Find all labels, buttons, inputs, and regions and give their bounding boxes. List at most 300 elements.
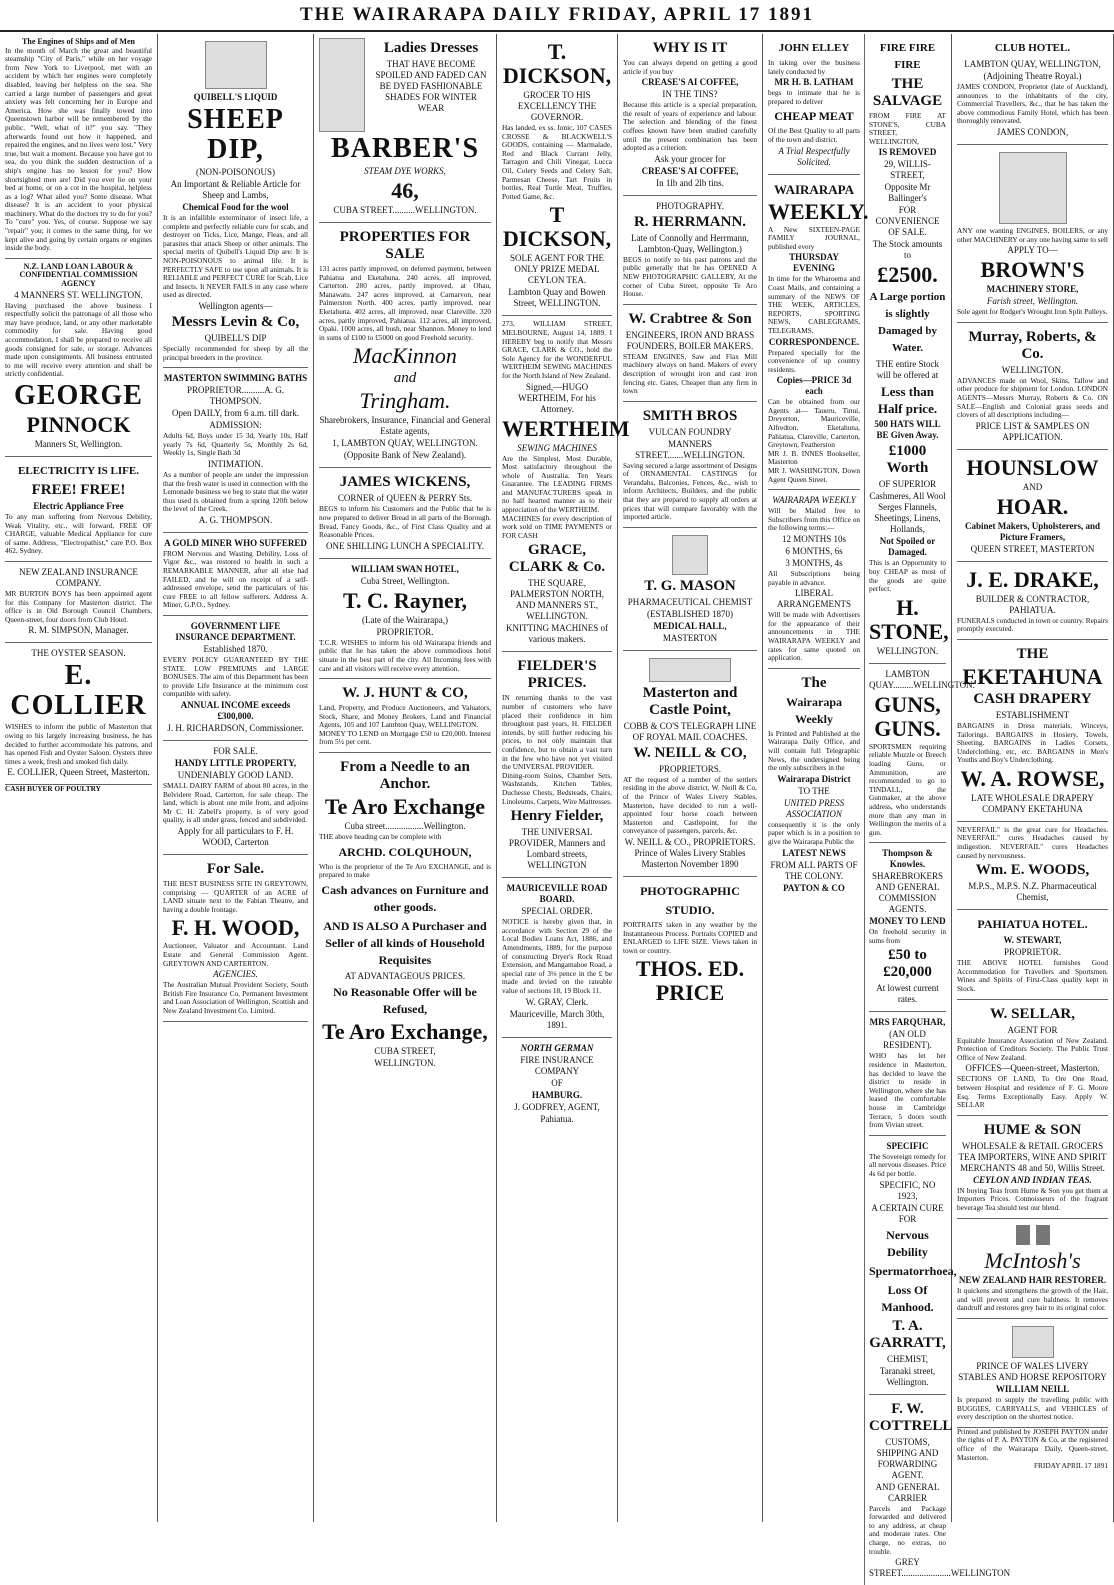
intimation: INTIMATION. <box>207 458 264 469</box>
the-word: The <box>801 674 827 691</box>
barbers-ad <box>319 34 491 223</box>
col7-footer: FRIDAY APRIL 17 1891 <box>1034 1461 1108 1471</box>
dairy-ad <box>163 741 308 855</box>
lend-rates: At lowest current rates. <box>876 983 939 1005</box>
large-portion: A Large portion is slightly Damaged by Water. <box>869 291 946 355</box>
latham-body: begs to intimate that he is prepared to deliver <box>768 88 860 106</box>
agencies-body: The Australian Mutual Provident Society, South British Fire Insurance Co, Permanent Investment and Loan Association of Wellington, Scottish and New Zealand Investment Co. Limited. <box>163 980 308 1015</box>
farish: Farish street, Wellington. <box>986 296 1079 307</box>
wertheim-ad <box>502 316 630 652</box>
ww-ad <box>768 669 860 900</box>
grace-addr: THE SQUARE, PALMERSTON NORTH, AND MANNERS ST., WELLINGTON. <box>510 578 604 622</box>
months-6: 6 MONTHS, 6s <box>785 546 843 556</box>
why-body: You can always depend on getting a good article if you buy <box>623 58 757 76</box>
hamburg: HAMBURG. <box>531 1089 583 1100</box>
rowse-name: W. A. ROWSE, <box>960 765 1105 791</box>
baths-ad <box>163 368 308 533</box>
upa-body: consequently it is the only paper which is in a position to give the Wairarapa Public the <box>768 819 860 846</box>
sellar-addr: OFFICES—Queen-street, Masterton. <box>965 1063 1100 1074</box>
trial-line: A Trial Respectfully Solicited. <box>778 145 850 167</box>
months-3: 3 MONTHS, 4s <box>785 558 843 568</box>
thompson-ad <box>869 843 946 1012</box>
machines-line: MACHINES for every description of work sold on TIME PAYMENTS or FOR CASH <box>502 513 612 540</box>
nervous: Nervous Debility <box>886 1227 929 1259</box>
archd-body: Who is the proprietor of the Te Aro EXCHANGE, and is prepared to make <box>319 861 491 880</box>
garratt-name: T. A. GARRATT, <box>869 1317 946 1351</box>
horse-illustration <box>1012 1326 1054 1358</box>
for-sale2: For Sale. <box>206 860 265 877</box>
sections: SECTIONS OF LAND, To Ore One Road, between Hospital and residence of F. G. Moore Esq. Terms Exceptionally Easy. Apply W. SELLAR <box>957 1074 1108 1110</box>
specific-ad <box>869 1136 957 1395</box>
mcintosh-ad <box>957 1219 1108 1319</box>
hume-body: IN buying Teas from Hume & Son you get them at Importers Prices. Connoisseurs of the fragrant beverage Tea should test our blend. <box>957 1185 1108 1212</box>
te-aro-ad <box>319 753 491 1075</box>
specific-body: The Sovereign remedy for all nervous diseases. Price 4s 6d per bottle. <box>869 1151 946 1178</box>
sewing-body: Are the Simplest, Most Durable, Most satisfactory throughout the whole of Australia. Ten Years Guarantee. The LEADING FIRMS and MANUFACTURERS speak in no half hearted manner as to their appreciation of the WERTHEIM. <box>502 453 612 515</box>
and-word: and <box>393 370 417 387</box>
photo-label: PHOTOGRAPHY. <box>656 200 724 211</box>
wertheim-body: 273, WILLIAM STREET, MELBOURNE, August 14, 1889. I HEREBY beg to notify that Messrs GRACE, CLARK & CO., hold the Sole Agency for the WONDERFUL WERTHEIM SEWING MACHINES for the North Island of New Zealand. <box>502 319 612 380</box>
nz-title: N.Z. LAND LOAN LABOUR & CONFIDENTIAL COMMISSION AGENCY <box>19 261 138 289</box>
bottle-icon <box>1036 1225 1050 1245</box>
colony: FROM ALL PARTS OF THE COLONY. <box>770 859 858 881</box>
stone-addr: WELLINGTON. <box>876 645 939 656</box>
elec-body: To any man suffering from Nervous Debility, Weak Vitality, etc., will forward, FREE OF CHARGE, valuable Medical Appliance for cure of same. Address, "Electropathist," care P.O. Box 462, Sydney. <box>5 511 152 556</box>
te-aro2: Te Aro Exchange, <box>322 1018 488 1044</box>
wood-ad <box>163 855 308 1022</box>
dip-body: It is an infallible exterminator of insect life, a complete and perfectly reliable cure for scab, and destroyer on Ticks, Lice, Mange, Fleas, and all parasites that attack Sheep or other animals. The special merits of Quibell's Liquid Dip are: It is NON-POISONOUS to animal life. It is PERFECTLY SAFE to use upon all animals. It is RELIABLE and PERFECT CURE for Scab, Lice and Insects. It NEVER FAILS in any case where used as directed. <box>163 213 308 300</box>
wertheim-sign: Signed,—HUGO WERTHEIM, For his Attorney. <box>518 381 596 414</box>
pahiatua-hotel-ad <box>957 910 1108 999</box>
upa: UNITED PRESS ASSOCIATION <box>783 797 845 819</box>
latest: LATEST NEWS <box>782 847 846 858</box>
gold-title: A GOLD MINER WHO SUFFERED <box>164 537 307 548</box>
fielder-body: IN returning thanks to the vast number of customers who have placed their confidence in him throughout past years, H. FIELDER intends, by still further reducing his prices, to not only maintain that confidence, but to obtain a vast turn in the few who have not yet visited the UNIVERSAL PROVIDER. <box>502 693 612 772</box>
drake-sub: BUILDER & CONTRACTOR, PAHIATUA. <box>975 593 1090 615</box>
swan-addr: Cuba Street, Wellington. <box>360 575 450 586</box>
half-price: Less than Half price. <box>877 384 938 417</box>
club-sub: (Adjoining Theatre Royal.) <box>983 71 1082 81</box>
one-shilling: ONE SHILLING LUNCH A SPECIALITY. <box>325 540 485 551</box>
salvage-body: FROM FIRE AT STONE'S, CUBA STREET, WELLINGTON, <box>869 111 946 146</box>
wertheim-title: WERTHEIM <box>502 415 630 441</box>
lend-amount: £50 to £20,000 <box>883 947 932 981</box>
mack-addr2: (Opposite Bank of New Zealand). <box>343 450 467 461</box>
hume-sub: WHOLESALE & RETAIL GROCERS TEA IMPORTERS, WINE AND SPIRIT MERCHANTS 48 and 50, Willis Street. <box>958 1140 1107 1173</box>
important-line: An Important & Reliable Article for Sheep and Lambs, <box>170 179 301 200</box>
salvage-ad <box>869 34 949 664</box>
sub-body: Will be Mailed free to Subscribers from this Office on the following terms:— <box>768 506 860 533</box>
coach-illustration <box>649 658 731 682</box>
chemist: CHEMIST, <box>886 1353 929 1364</box>
george-name: GEORGE <box>14 379 143 411</box>
spermatorrhoea: Spermatorrhoea, <box>869 1263 957 1278</box>
thos-price: THOS. ED. PRICE <box>635 956 745 1006</box>
mack-sub: Sharebrokers, Insurance, Financial and General Estate agents, <box>319 415 491 437</box>
pahiatua: Pahiatua. <box>540 1113 574 1124</box>
crease-title: CREASE'S AI COFFEE, <box>641 77 739 88</box>
herrmann-name: R. HERRMANN. <box>633 213 747 230</box>
mauriceville-title: MAURICEVILLE ROAD BOARD. <box>506 883 608 905</box>
levin-body: Specially recommended for sheep by all the principal breeders in the province. <box>163 343 308 362</box>
insurance-title: NEW ZEALAND INSURANCE COMPANY. <box>19 566 138 588</box>
baths-title: MASTERTON SWIMMING BATHS <box>163 373 308 384</box>
subscription-ad <box>768 490 860 669</box>
prince: PRINCE OF WALES LIVERY STABLES AND HORSE REPOSITORY <box>958 1360 1107 1382</box>
dickson2: T DICKSON, <box>502 202 612 252</box>
baths-open: Open DAILY, from 6 a.m. till dark. <box>172 408 299 419</box>
worth: £1000 Worth <box>886 443 929 477</box>
gray-date: Mauriceville, March 30th, 1891. <box>509 1008 605 1030</box>
money-line: MONEY TO LEND on Mortgage £50 to £20,000. Interest from 5½ per cent. <box>319 728 491 747</box>
hoar-sub: Cabinet Makers, Upholsterers, and Picture Framers, <box>964 520 1101 542</box>
collier-body: WISHES to inform the public of Masterton that owing to his largely increasing business, he has decided to further accommodate his patrons, and has opened Fish and Oyster Saloon. Oysters three times a week, fresh and smoked fish daily. <box>5 722 152 766</box>
livery-ad <box>957 1319 1108 1428</box>
properties-title: PROPERTIES FOR SALE <box>339 229 471 262</box>
barbers-title: BARBER'S <box>330 133 480 164</box>
latham-name: MR H. B. LATHAM <box>774 77 854 88</box>
stewart-sub: PROPRIETOR. <box>1003 947 1062 958</box>
intimation-sign: A. G. THOMPSON. <box>198 514 273 525</box>
opposite: Opposite Mr Ballinger's <box>884 182 931 204</box>
ww-district: Wairarapa District <box>777 773 851 784</box>
quibell-dip: QUIBELL'S DIP <box>204 332 267 343</box>
hunt-body: Land, Property, and Produce Auctioneers, and Valuators, Stock, Share, and Money Brokers, Land and Financial Agents, 105 and 107 Lambton Quay, WELLINGTON. <box>319 703 491 730</box>
club-addr: LAMBTON QUAY, WELLINGTON, <box>964 59 1101 69</box>
payton: PAYTON & CO <box>783 882 845 893</box>
proprietor: PROPRIETOR. <box>376 626 434 637</box>
specific-title: SPECIFIC <box>886 1140 929 1151</box>
special-order: SPECIAL ORDER. <box>521 906 593 917</box>
collier-name: E. COLLIER <box>10 660 147 722</box>
advance: All Subscriptions being payable in advance. <box>768 569 860 587</box>
hair-restorer: NEW ZEALAND HAIR RESTORER. <box>958 1275 1107 1286</box>
guns-addr: LAMBTON QUAY.........WELLINGTON. <box>869 668 975 690</box>
mauriceville-ad <box>502 878 612 1037</box>
dickson-ad <box>502 34 612 316</box>
sheep-dip-ad <box>163 34 308 368</box>
crabtree-name: W. Crabtree & Son <box>628 310 752 327</box>
elley-body: In taking over the business lately conducted by <box>768 58 860 76</box>
gold-body: FROM Nervous and Wasting Debility, Loss of Vigor &c., was restored to health in such a REMARKABLE MANNER, after all else had FAILED, and he will on receipt of a self-addressed envelope, send the particulars of his cure FREE to all fellow sufferers. Address A. Miner, G.P.O., Sydney. <box>163 548 308 610</box>
photo-body: PORTRAITS taken in any weather by the Instantaneous Process. Portraits COPIED and ENLARGED to LIFE SIZE. Views taken in town or country. <box>623 920 757 955</box>
intimation-body: As a number of people are under the impression that the fresh water is used in connection with the Lemonade business we beg to state that the water thus used is obtained from a spring 120ft below the level of the Creek. <box>163 469 308 514</box>
murray-body: ADVANCES made on Wool, Skins, Tallow and other produce for shipment for London. LONDON AGENTS—Messrs Murray, Roberts & Co. ON SALE—English and Colonial grass seeds and clovers of all descriptions including— <box>957 375 1108 420</box>
woods-name: Wm. E. WOODS, <box>975 862 1090 879</box>
tins2: In 1lb and 2lb tins. <box>656 177 724 188</box>
stock-line: The Stock amounts to <box>872 239 943 261</box>
mcintosh-title: McIntosh's <box>984 1248 1081 1274</box>
article-body: In the month of March the great and beautiful steamship "City of Paris," while on her voyage from New York to Liverpool, met with an accident by which her engines were completely disabled, leaving her helpless on the sea. She carried a large number of passengers and great anxiety was felt concerning her in Europe and America. How she was finally towed into Queenstown harbor will be remembered by the public. "Well, what of it?" you say. "They afterwards found out how it happened, and repaired the engines, and no lives were lost." Very true, but wait a moment. Because you have got to sea, do you think the sudden destruction of a ship's engine has no lesson for you? How shortsighted men are! Did you ever lie on your bed at home, or on a cot in the hospital, helpless as a log? What ailed you? Some disease. What disease? It is an accident to your physical machinery. What do the doctors try to do for you? To "cure" you. Yes, of course. Suppose we say "repair" you; it comes to the same thing, for we kept alive and going by certain organs or engines inside the body. <box>5 45 152 253</box>
tins: IN THE TINS? <box>662 89 718 100</box>
hair-body: It quickens and strengthens the growth of the Hair, and will prevent and cure baldness. It removes dandruff and restores grey hair to its original color. <box>957 1286 1108 1313</box>
smith-body: Saving secured a large assortment of Designs of ORNAMENTAL CASTINGS for Verandahs, Balconies, Fences, &c., wish to inform Architects, Builders, and the public that they are prepared to supply all orders at prices that will compare favorably with the imported article. <box>623 460 757 522</box>
cottrell-name: F. W. COTTRELL <box>869 1400 953 1434</box>
eketahuna-ad <box>957 640 1108 822</box>
fire-ins: FIRE INSURANCE COMPANY <box>520 1054 594 1076</box>
herrmann-body: BEGS to notify to his past patrons and the public generally that he has OPENED A NEW PHOTOGRAPHIC GALLERY, At the corner of Cuba Street, opposite Te Aro House. <box>623 254 757 299</box>
ww-title: Wairarapa Weekly <box>786 694 842 726</box>
henry-name: Henry Fielder, <box>510 808 604 825</box>
tringham: Tringham. <box>359 388 451 414</box>
why-title: WHY IS IT <box>652 40 728 56</box>
sellar-name: W. SELLAR, <box>990 1005 1075 1022</box>
wellington-line: WELLINGTON. <box>374 1057 436 1068</box>
guns-body: SPORTSMEN requiring reliable Muzzle or Breech loading Guns, or Ammunition, are recommended to go to TINDALL, the Gunmaker, at the above address, who understands more than any man in Wellington the merits of a gun. <box>869 741 946 837</box>
north-german-ad <box>502 1038 612 1131</box>
rayner-sub: (Late of the Wairarapa,) <box>361 614 449 625</box>
dickson-sub: GROCER TO HIS EXCELLENCY THE GOVERNOR. <box>517 90 597 122</box>
sole-agent: SOLE AGENT FOR THE ONLY PRIZE MEDAL CEYLON TEA. <box>510 253 604 286</box>
nz-body: Having purchased the above business I respectfully solicit the patronage of all those who may have produce, land, or any other marketable commodity for sale. Having good accommodation, I shall be prepared to receive all goods consigned for sale, or storage. Advances made upon consignments. All business entrusted to me will receive every attention and shall be strictly confidential. <box>5 300 152 379</box>
insurance-body: MR BURTON BOYS has been appointed agent for this Company for Masterton district. The office is in Old Borough Council Chambers, Queen-street, four doors from Club Hotel. <box>5 588 152 624</box>
thompson-sub: SHAREBROKERS AND GENERAL COMMISSION AGENTS. <box>871 871 943 915</box>
herrmann-sub: Late of Connolly and Herrmann, Lambton-Quay, Wellington.) <box>631 232 749 254</box>
neverfail-ad <box>957 822 1108 910</box>
electricity-ad <box>5 457 152 562</box>
pinnock-name: PINNOCK <box>26 411 131 437</box>
weekly-body2: In time for the Wharoema and Coast Mails, and containing a summary of the NEWS OF THE WEEK, ARTICLES, REPORTS, SPORTING NEWS, CABLEGRAMS, TELEGRAMS, <box>768 274 860 335</box>
farquhar-ad <box>869 1012 946 1135</box>
opportunity: This is an Opportunity to buy CHEAP as most of the goods are quite perfect. <box>869 558 946 594</box>
godfrey: J. GODFREY, AGENT, <box>514 1101 600 1112</box>
to-the: TO THE <box>798 785 830 796</box>
te-aro-title: Te Aro Exchange <box>324 794 486 820</box>
stewart-name: W. STEWART, <box>1003 935 1062 946</box>
sheep-dip-title: SHEEP DIP, <box>187 104 284 165</box>
gov-title: GOVERNMENT LIFE INSURANCE DEPARTMENT. <box>175 621 296 643</box>
no-offer: No Reasonable Offer will be Refused, <box>333 984 477 1016</box>
liberal: LIBERAL ARRANGEMENTS <box>776 588 851 610</box>
lambton: Lambton Quay and Bowen Street, WELLINGTON. <box>508 287 606 309</box>
crabtree-body: STEAM ENGINES, Saw and Flax Mill machinery always on hand. Makers of every description of wrought iron and cast iron fencing etc. Gates, Cheaper than any firm in town <box>623 351 757 396</box>
convenience: FOR CONVENIENCE OF SALE. <box>875 205 940 238</box>
chemical-line: Chemical Food for the wool <box>182 202 289 212</box>
vulcan: VULCAN FOUNDRY <box>648 426 732 437</box>
murray-addr: WELLINGTON. <box>1001 364 1064 375</box>
steam-dye: STEAM DYE WORKS, <box>364 166 446 176</box>
hats: 500 HATS WILL BE Given Away. <box>874 419 941 441</box>
elley-ad <box>768 34 860 175</box>
guns-title: GUNS, GUNS. <box>874 691 941 741</box>
entire: THE entire Stock will be offered at <box>876 359 939 381</box>
henry-sub: THE UNIVERSAL PROVIDER, Manners and Lombard streets, WELLINGTON <box>508 827 606 871</box>
fhwood: F. H. WOOD, <box>171 915 300 941</box>
photographic: PHOTOGRAPHIC <box>640 884 740 898</box>
insurance-sign: R. M. SIMPSON, Manager. <box>28 625 129 636</box>
apply-to: APPLY TO— <box>1007 245 1058 256</box>
column-2 <box>158 34 314 1522</box>
specific-no: SPECIFIC, NO 1923, <box>879 1179 936 1201</box>
ng-title: NORTH GERMAN <box>520 1042 594 1053</box>
sellar-body: Equitable Insurance Association of New Zealand. Protection of Creditors Society. The Public Trust Office of New Zealand. <box>957 1035 1108 1062</box>
column-6 <box>763 34 1011 1579</box>
mason-name: T. G. MASON <box>644 577 736 594</box>
willis: 29, WILLIS-STREET, <box>884 159 931 181</box>
gov-body: EVERY POLICY GUARANTEED BY THE STATE. LOW PREMIUMS and LARGE BONUSES. The aim of this Department has been to provide Life Insurance at the minimum cost compatible with safety. <box>163 655 308 699</box>
liberal-body: Will be made with Advertisers for the appearance of their announcements in THE WAIRARAPA WEEKLY and rates for same quoted on application. <box>768 610 860 663</box>
hume-ad <box>957 1116 1108 1219</box>
sellar-ad <box>957 1000 1108 1116</box>
fire-title: FIRE FIRE FIRE <box>879 42 936 71</box>
price-photo-ad <box>623 877 757 1012</box>
cottrell-ad <box>869 1395 1011 1585</box>
hounslow-ad <box>957 450 1108 562</box>
brown-ad <box>957 145 1108 323</box>
meat-body: Of the Best Quality to all parts of the town and district. <box>768 126 860 144</box>
thompson-name: Thompson & Knowles. <box>882 848 933 870</box>
washington: MR J. WASHINGTON, Down Agent Queen Street. <box>768 466 860 484</box>
medical-hall: MEDICAL HALL, <box>653 620 727 631</box>
dickson-body: Has landed, ex ss. Ionic, 107 CASES CROSSE & BLACKWELL'S GOODS, containing — Marmalade, Red and Black Currant Jelly, Tarragon and Chili Vinegar, Lucca Oil, Colery Seeds and Celery Salt, Parmesan Cheese, Tart Fruits in bottles, Real Turtle Meat, Truffles, Potted Game, &c. <box>502 123 612 201</box>
forsale-body: THE BEST BUSINESS SITE IN GREYTOWN, comprising — QUARTER of an ACRE of LAND situate next to the Fabian Theatre, and having a double frontage. <box>163 878 308 914</box>
rowse-sub: LATE WHOLESALE DRAPERY COMPANY EKETAHUNA <box>971 792 1094 814</box>
fhwood-sub: Auctioneer, Valuator and Accountant. Land Estate and General Commission Agent. GREYTOWN AND CARTERTON. <box>163 941 308 968</box>
mason-ad <box>623 528 757 651</box>
elley-name: JOHN ELLEY <box>778 42 850 54</box>
sellar-sub: AGENT FOR <box>1007 1024 1058 1035</box>
archd-name: ARCHD. COLQUHOUN, <box>338 844 472 859</box>
elec-sub: Electric Appliance Free <box>33 500 124 511</box>
column-1 <box>0 34 158 1522</box>
mason-est: (ESTABLISHED 1870) <box>646 608 734 619</box>
crabtree-ad <box>623 305 757 402</box>
elec-free: FREE! FREE! <box>31 481 126 498</box>
nz-sub: 4 MANNERS ST. WELLINGTON. <box>14 289 143 300</box>
herrmann-ad <box>623 196 757 305</box>
ww-body: Is Printed and Published at the Wairarapa Daily Office, and will contain full Telegraphic News, the undersigned being the only subscribers in the <box>768 728 860 773</box>
agents-body: Can be obtained from our Agents at— Taueru, Tinui, Dreyerton, Mauriceville, Alfredton, Eketahuna, Pahiatua, Clareville, Carterton, Greytown, Featherston <box>768 397 860 450</box>
swan-title: WILLIAM SWAN HOTEL, <box>351 563 459 574</box>
ladies-title: Ladies Dresses <box>383 40 479 56</box>
club-ad <box>957 34 1108 145</box>
gov-est: Established 1870. <box>203 644 268 655</box>
sewing: SEWING MACHINES <box>517 442 597 453</box>
elec-title: ELECTRICITY IS LIFE. <box>18 464 139 477</box>
garratt-addr: Taranaki street, Wellington. <box>879 1365 936 1387</box>
neill-sign: W. NEILL & CO., PROPRIETORS. Prince of Wales Livery Stables Masterton November 1890 <box>624 837 756 869</box>
col1-footer: CASH BUYER OF POULTRY <box>5 784 101 794</box>
club-title: CLUB HOTEL. <box>994 42 1071 54</box>
price-list: PRICE LIST & SAMPLES ON APPLICATION. <box>975 420 1090 442</box>
smith-addr: MANNERS STREET.......WELLINGTON. <box>635 438 745 460</box>
gov-sign: J. H. RICHARDSON, Commissioner. <box>167 723 304 733</box>
stock-amount: £2500. <box>877 262 938 288</box>
article-engines <box>5 34 152 259</box>
cashmeres: Cashmeres, All Wool Serges Flannels, Sheetings, Linens, Hollands, <box>869 491 946 535</box>
nz-land-ad <box>5 259 152 457</box>
engine-illustration <box>999 152 1067 224</box>
crease-ad <box>623 34 757 196</box>
smith-ad <box>623 402 757 528</box>
gov-funds: ANNUAL INCOME exceeds £300,000. <box>180 700 291 721</box>
hunt-name: W. J. HUNT & CO, <box>342 685 468 702</box>
drake-ad <box>957 562 1108 640</box>
drake-body: FUNERALS conducted in town or country. Repairs promptly executed. <box>957 615 1108 634</box>
neill-name: WILLIAM NEILL <box>995 1383 1070 1394</box>
pahiatua-hotel: PAHIATUA HOTEL. <box>977 917 1088 932</box>
collier-sign: E. COLLIER, Queen Street, Masterton. <box>7 767 150 778</box>
agents-line: Wellington agents— <box>198 300 273 311</box>
months-12: 12 MONTHS 10s <box>781 534 846 544</box>
bottle-icon <box>1016 1225 1030 1245</box>
stewart-body: THE ABOVE HOTEL furnishes Good Accommodation for Travellers and Sportsmen. Wines and Spirits of First-Class quality kept in Stock. <box>957 958 1108 994</box>
studio: STUDIO. <box>665 903 715 917</box>
carrier: AND GENERAL CARRIER <box>875 1481 940 1503</box>
hoar: HOAR. <box>996 493 1069 519</box>
innes: MR J. B. INNES Bookseller, Masterton <box>768 448 860 467</box>
collier-ad <box>5 643 152 785</box>
neill-name: W. NEILL & CO, <box>633 744 747 761</box>
baths-rates: Adults 6d, Boys under 15 3d, Yearly 10s, Half yearly 7s 6d, Quarterly 5s, Monthly 2s 6d, Weekly 1s, Single Bath 3d <box>163 431 308 458</box>
woods-sub: M.P.S., M.P.S. N.Z. Pharmaceutical Chemist, <box>968 881 1097 903</box>
gov-insurance-ad <box>163 616 308 741</box>
crease2: CREASE'S AI COFFEE, <box>641 165 739 176</box>
salvage-title: THE SALVAGE <box>872 76 943 109</box>
murray-name: Murray, Roberts, & Co. <box>968 328 1097 362</box>
num-46: 46, <box>391 178 419 203</box>
cash-drapery: CASH DRAPERY <box>973 690 1092 707</box>
tcr-body: T.C.R. WISHES to inform his old Wairarapa friends and public that he has taken the above commodious hotel situate in the best part of the city. All Incoming fees with care and all visitors will receive every attention. <box>319 637 491 673</box>
cuba-addr: CUBA STREET..........WELLINGTON. <box>333 205 477 215</box>
gray-sign: W. GRAY, Clerk. <box>525 996 589 1007</box>
dairy-body: SMALL DAIRY FARM of about 80 acres, in the Belvidere Road, Carterton, for sale cheap. The land, which is about one mile from, and adjoins Mr C. H. Zabell's property, is of very good quality, is all under grass, fenced and subdivided. <box>163 781 308 825</box>
certain: A CERTAIN CURE FOR <box>871 1202 944 1224</box>
admission: ADMISSION: <box>209 420 262 431</box>
agencies: AGENCIES. <box>213 969 258 980</box>
lady-illustration <box>319 38 365 132</box>
cuba-st: CUBA STREET, <box>374 1045 436 1056</box>
removed: IS REMOVED <box>878 147 937 158</box>
ceylon: CEYLON AND INDIAN TEAS. <box>973 1174 1092 1185</box>
thursday: THURSDAY EVENING <box>789 252 839 274</box>
crabtree-sub: ENGINEERS, IRON AND BRASS FOUNDERS, BOILER MAKERS. <box>625 329 755 351</box>
insurance-ad <box>5 562 152 643</box>
neill-body: AT the request of a number of the settlers residing in the above district, W. Neill & Co, of the Prince of Wales Livery Stables, Masterton, have decided to run a well-appointed four horse coach between Masterton and Castlepoint, for the conveyance of passengers, parcels, &c. <box>623 774 757 836</box>
column-5 <box>618 34 763 1522</box>
swan-ad <box>319 559 491 679</box>
farquhar-body: WHO has let her residence in Masterton, has decided to leave the district to reside in Wellington, where she has leased the comfortable house in Cambridge Terrace, 5 doors south from Vivian street. <box>869 1051 946 1130</box>
article-title: The Engines of Ships and of Men <box>22 37 135 46</box>
murray-ad <box>957 323 1108 450</box>
hounslow: HOUNSLOW <box>966 454 1099 480</box>
wairarapa-title: WAIRARAPA <box>774 181 854 197</box>
hunt-ad <box>319 679 491 753</box>
apply-wood: Apply for all particulars to F. H. WOOD, Carterton <box>177 825 294 847</box>
column-3 <box>314 34 497 1522</box>
baths-prop: PROPRIETOR..........A. G. THOMPSON. <box>186 385 285 407</box>
guns-ad <box>869 664 975 844</box>
ladies-sub: THAT HAVE BECOME SPOILED AND FADED CAN BE DYED FASHIONABLE SHADES FOR WINTER WEAR <box>375 59 487 113</box>
neill-body: Is prepared to supply the travelling public with BUGGIES, CARRYALLS, and VEHICLES of every description on the shortest notice. <box>957 1394 1108 1422</box>
superior: OF SUPERIOR <box>878 479 937 490</box>
grey-street: GREY STREET......................WELLINGTON <box>869 1557 1011 1579</box>
cash-line: Cash advances on Furniture and other goods. <box>321 882 489 914</box>
lend-body: On freehold security in sums from <box>869 927 946 945</box>
te-aro-addr: Cuba street.................Wellington. <box>344 821 466 832</box>
hume-name: HUME & SON <box>983 1121 1082 1138</box>
grace-name: GRACE, CLARK & Co. <box>508 542 606 576</box>
not-spoiled: Not Spoiled or Damaged. <box>879 536 936 558</box>
undeniably: UNDENIABLY GOOD LAND. <box>177 770 294 780</box>
pinnock-addr: Manners St, Wellington. <box>34 438 123 449</box>
drapery-body: BARGAINS in Dress materials, Winceys, Tailorings. BARGAINS in Hosiery, Towels, Sheeting. BARGAINS in Ladies Corsets, Underclothing, etc, etc. BARGAINS in Men's Youths and Boy's Underclothing. <box>957 720 1108 765</box>
corr-body: Prepared specially for the convenience of up country residents. <box>768 347 860 374</box>
dickson-name: T. DICKSON, <box>502 39 612 88</box>
correspondence: CORRESPONDENCE. <box>768 336 860 347</box>
masterton-cp: Masterton and Castle Point, <box>642 684 738 718</box>
masthead <box>0 0 1114 32</box>
